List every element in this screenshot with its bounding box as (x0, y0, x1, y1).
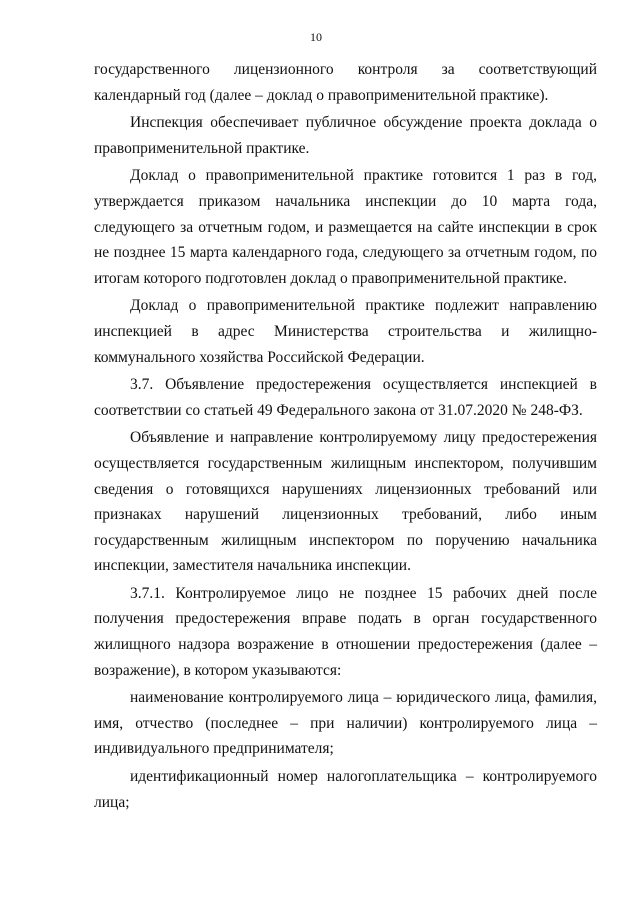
paragraph-3: Доклад о правоприменительной практике готовится 1 раз в год, утверждается приказом начальника инспекции до 10 марта года, следующего за отчетным годом, и размещается на сайте инспекции в срок не позднее 15 марта календарного года, следующего за отчетным годом, по итогам которого подготовлен доклад о правоприменительной практике. (94, 167, 597, 287)
paragraph-7-section-3-7-1: 3.7.1. Контролируемое лицо не позднее 15 рабочих дней после получения предостережения вправе подать в орган государственного жилищного надзора возражение в отношении предостережения (далее – возражение), в котором указываются: (94, 584, 597, 679)
paragraph-9: идентификационный номер налогоплательщика – контролируемого лица; (94, 768, 597, 811)
paragraph-8: наименование контролируемого лица – юридического лица, фамилия, имя, отчество (последнее – при наличии) контролируемого лица – индивидуального предпринимателя; (94, 689, 597, 758)
paragraph-2: Инспекция обеспечивает публичное обсуждение проекта доклада о правоприменительной практике. (94, 114, 597, 157)
paragraph-5-section-3-7: 3.7. Объявление предостережения осуществляется инспекцией в соответствии со статьей 49 Федерального закона от 31.07.2020 № 248-ФЗ. (94, 376, 597, 419)
paragraph-4: Доклад о правоприменительной практике подлежит направлению инспекцией в адрес Министерства строительства и жилищно-коммунального хозяйства Российской Федерации. (94, 297, 597, 366)
paragraph-1: государственного лицензионного контроля за соответствующий календарный год (далее – доклад о правоприменительной практике). (94, 61, 597, 104)
document-body (94, 57, 597, 815)
page-number: 10 (310, 30, 322, 44)
paragraph-6: Объявление и направление контролируемому лицу предостережения осуществляется государственным жилищным инспектором, получившим сведения о готовящихся нарушениях лицензионных требований или признаках нарушений лицензионных требований, либо иным государственным жилищным инспектором по поручению начальника инспекции, заместителя начальника инспекции. (94, 429, 597, 575)
